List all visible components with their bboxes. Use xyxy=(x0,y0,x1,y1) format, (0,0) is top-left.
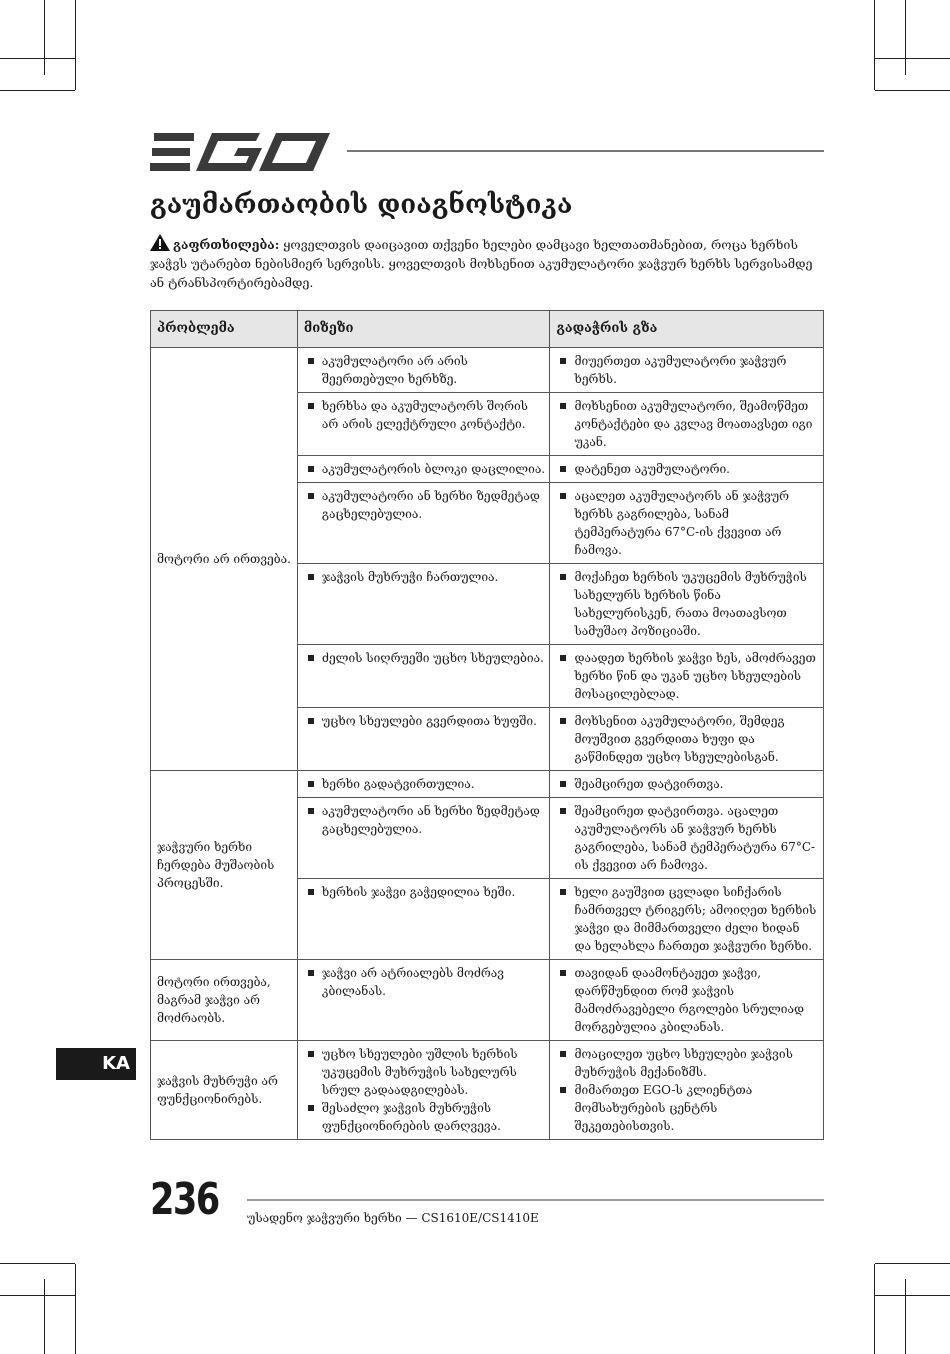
solution-cell xyxy=(550,1041,824,1140)
footer-rule xyxy=(247,1199,824,1201)
solution-cell xyxy=(550,798,824,879)
solution-cell xyxy=(550,771,824,798)
solution-cell xyxy=(550,708,824,771)
crop-mark xyxy=(875,90,950,91)
cause-item: აკუმულატორი არ არის შეერთებული ხერხზე. xyxy=(304,352,546,388)
cause-cell xyxy=(297,645,550,708)
solution-item: მიუერთეთ აკუმულატორი ჯაჭვურ ხერხს. xyxy=(556,352,819,388)
table-row xyxy=(151,348,824,393)
solution-item: შეამცირეთ დატვირთვა. xyxy=(556,775,819,793)
cause-item: შესაძლო ჯაჭვის მუხრუჭის ფუნქციონირების დარღვევა. xyxy=(304,1099,546,1135)
cause-cell xyxy=(297,564,550,645)
cause-item: ჯაჭვი არ ატრიალებს მოძრავ კბილანას. xyxy=(304,964,546,1000)
table-header-row xyxy=(151,311,824,348)
troubleshooting-table xyxy=(150,310,824,1140)
cause-cell xyxy=(297,1041,550,1140)
problem-cell: ჯაჭვის მუხრუჭი არ ფუნქციონირებს. xyxy=(151,1041,298,1140)
crop-mark xyxy=(75,1264,76,1354)
solution-item: დაადეთ ხერხის ჯაჭვი ხეს, ამოძრავეთ ხერხი წინ და უკან უცხო სხეულების მოსაცილებლად. xyxy=(556,649,819,703)
header-rule xyxy=(347,150,824,152)
solution-cell xyxy=(550,960,824,1041)
cause-cell xyxy=(297,960,550,1041)
problem-cell: ჯაჭვური ხერხი ჩერდება მუშაობის პროცესში. xyxy=(151,771,298,960)
table-row xyxy=(151,1041,824,1140)
solution-cell xyxy=(550,348,824,393)
cause-item: ძელის სიღრუეში უცხო სხეულებია. xyxy=(304,649,546,667)
cause-cell xyxy=(297,708,550,771)
crop-mark xyxy=(0,90,75,91)
solution-cell xyxy=(550,645,824,708)
solution-item: ხელი გაუშვით ცვლადი სიჩქარის ჩამრთველ ტრიგერს; ამოიღეთ ხერხის ჯაჭვი და მიმმართველი ძელი ხიდან და ხელახლა ჩართეთ ჯაჭვური ხერხი. xyxy=(556,883,819,955)
cause-cell xyxy=(297,771,550,798)
cause-item: აკუმულატორის ბლოკი დაცლილია. xyxy=(304,460,546,478)
header-problem: პრობლემა xyxy=(151,311,298,348)
problem-cell: მოტორი არ ირთვება. xyxy=(151,348,298,771)
cause-cell xyxy=(297,348,550,393)
cause-item: უცხო სხეულები გვერდითა ხუფში. xyxy=(304,712,546,730)
cause-cell xyxy=(297,456,550,483)
page-number: 236 xyxy=(150,1174,219,1225)
solution-item: მოხსენით აკუმულატორი, შემდეგ მოუშვით გვერდითა ხუფი და გაწმინდეთ უცხო სხეულებისგან. xyxy=(556,712,819,766)
warning-label: გაფრთხილება: xyxy=(173,237,280,252)
cause-cell xyxy=(297,798,550,879)
solution-cell xyxy=(550,879,824,960)
crop-mark xyxy=(875,1263,950,1264)
crop-mark xyxy=(44,1279,45,1354)
crop-mark xyxy=(0,1295,75,1296)
solution-cell xyxy=(550,393,824,456)
solution-item: თავიდან დაამონტაჟეთ ჯაჭვი, დარწმუნდით რომ ჯაჭვის მამოძრავებელი რგოლები სრულიად მორგებულია კბილანას. xyxy=(556,964,819,1036)
crop-mark xyxy=(874,0,875,90)
solution-item: მიმართეთ EGO-ს კლიენტთა მომსახურების ცენტრს შეკეთებისთვის. xyxy=(556,1081,819,1135)
cause-item: აკუმულატორი ან ხერხი ზედმეტად გაცხელებულია. xyxy=(304,487,546,523)
solution-item: მოხსენით აკუმულატორი, შეამოწმეთ კონტაქტები და კვლავ მოათავსეთ იგი უკან. xyxy=(556,397,819,451)
crop-mark xyxy=(0,58,75,59)
header-cause: მიზეზი xyxy=(297,311,550,348)
solution-item: აცალეთ აკუმულატორს ან ჯაჭვურ ხერხს გაგრილება, სანამ ტემპერატურა 67°C-ის ქვევით არ ჩამოვა. xyxy=(556,487,819,559)
table-row xyxy=(151,960,824,1041)
cause-item: აკუმულატორი ან ხერხი ზედმეტად გაცხელებულია. xyxy=(304,802,546,838)
crop-mark xyxy=(0,1263,75,1264)
page-title: გაუმართაობის დიაგნოსტიკა xyxy=(150,190,573,220)
cause-cell xyxy=(297,879,550,960)
solution-cell xyxy=(550,564,824,645)
table-row xyxy=(151,771,824,798)
cause-item: ხერხის ჯაჭვი გაჭედილია ხეში. xyxy=(304,883,546,901)
warning-triangle-icon xyxy=(150,234,170,251)
solution-item: შეამცირეთ დატვირთვა. აცალეთ აკუმულატორს ან ჯაჭვურ ხერხს გაგრილება, სანამ ტემპერატურა 67°C-ის ქვევით არ ჩამოვა. xyxy=(556,802,819,874)
problem-cell: მოტორი ირთვება, მაგრამ ჯაჭვი არ მოძრაობს. xyxy=(151,960,298,1041)
cause-cell xyxy=(297,483,550,564)
solution-cell xyxy=(550,483,824,564)
header-solution: გადაჭრის გზა xyxy=(550,311,824,348)
crop-mark xyxy=(905,1279,906,1354)
crop-mark xyxy=(875,58,950,59)
cause-item: უცხო სხეულები უშლის ხერხის უკუცემის მუხრუჭის სახელურს სრულ გადაადგილებას. xyxy=(304,1045,546,1099)
crop-mark xyxy=(905,0,906,75)
footer-text: უსადენო ჯაჭვური ხერხი — CS1610E/CS1410E xyxy=(247,1211,539,1225)
cause-item: ჯაჭვის მუხრუჭი ჩართულია. xyxy=(304,568,546,586)
crop-mark xyxy=(874,1264,875,1354)
crop-mark xyxy=(44,0,45,75)
warning-text: ყოველთვის დაიცავით თქვენი ხელები დამცავი ხელთათმანებით, როცა ხერხის ჯაჭვს უტარებთ ნებისმიერ სერვისს. ყოველთვის მოხსენით აკუმულატორი ჯაჭვურ ხერხს სერვისამდე ან ტრანსპორტირებამდე. xyxy=(150,237,813,290)
cause-item: ხერხსა და აკუმულატორს შორის არ არის ელექტრული კონტაქტი. xyxy=(304,397,546,433)
language-tab: KA xyxy=(56,1048,136,1080)
warning-notice xyxy=(150,234,820,292)
ego-logo xyxy=(150,133,330,171)
crop-mark xyxy=(875,1295,950,1296)
solution-cell xyxy=(550,456,824,483)
solution-item: მოაცილეთ უცხო სხეულები ჯაჭვის მუხრუჭის მექანიზმს. xyxy=(556,1045,819,1081)
cause-item: ხერხი გადატვირთულია. xyxy=(304,775,546,793)
solution-item: მოქაჩეთ ხერხის უკუცემის მუხრუჭის სახელურს ხერხის წინა სახელურისკენ, რათა მოათავსოთ სამუშაო პოზიციაში. xyxy=(556,568,819,640)
solution-item: დატენეთ აკუმულატორი. xyxy=(556,460,819,478)
cause-cell xyxy=(297,393,550,456)
crop-mark xyxy=(75,0,76,90)
